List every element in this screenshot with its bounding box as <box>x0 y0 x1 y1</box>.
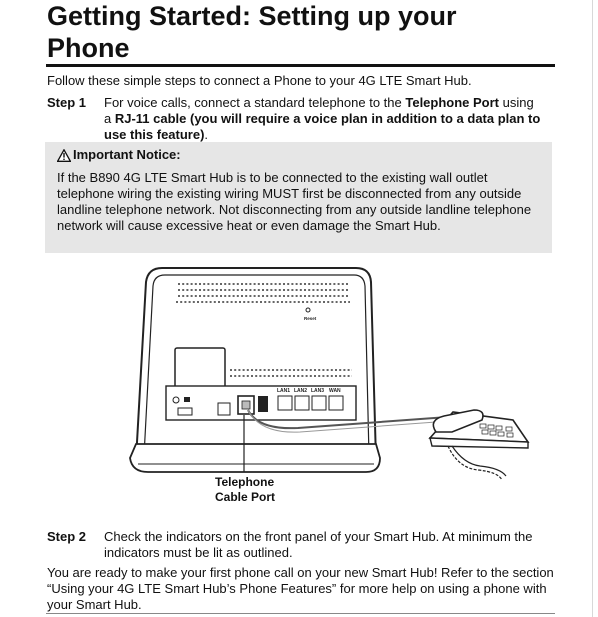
step-1-bold-port: Telephone Port <box>405 95 500 110</box>
page-title <box>47 0 567 64</box>
notice-title <box>57 147 181 163</box>
port-label-lan3: LAN3 <box>311 388 325 394</box>
hub-base <box>130 444 380 472</box>
step-2-text: Check the indicators on the front panel of your Smart Hub. At minimum the indicators must be lit as outlined. <box>104 529 533 560</box>
step-1-text <box>104 95 544 143</box>
step-2-label: Step 2 <box>47 529 87 544</box>
telephone-port-callout <box>215 475 275 505</box>
page-title-line1: Getting Started: Setting up your <box>47 1 457 31</box>
warning-triangle-icon <box>57 149 71 162</box>
usb-port <box>184 397 190 402</box>
port-label-lan2: LAN2 <box>294 388 308 394</box>
telephone-port-socket <box>242 401 250 409</box>
step-1-text-a: For voice calls, connect a standard telephone to the <box>104 95 406 110</box>
hub-body-outline <box>136 268 376 460</box>
step-1-bold-cable: RJ-11 cable (you will require a voice plan in addition to a data plan to use this feature) <box>104 111 541 142</box>
step-1-label: Step 1 <box>47 95 87 110</box>
step-1-text-b: using a <box>104 95 534 126</box>
callout-line1: Telephone <box>215 475 275 489</box>
usb-host-port <box>258 396 268 412</box>
telephone-icon <box>430 410 528 480</box>
notice-title-text: Important Notice: <box>73 147 181 162</box>
intro-text: Follow these simple steps to connect a Phone to your 4G LTE Smart Hub. <box>47 73 472 88</box>
smart-hub-illustration <box>118 260 530 510</box>
step-1-text-c: . <box>204 127 209 142</box>
callout-line2: Cable Port <box>215 490 276 504</box>
reset-label: Reset <box>304 316 317 321</box>
page-edge <box>592 0 598 617</box>
dc-jack <box>218 403 230 415</box>
important-notice-box <box>45 142 552 253</box>
port-label-wan: WAN <box>329 388 341 394</box>
title-divider <box>46 64 555 67</box>
bottom-divider <box>46 613 555 614</box>
notice-body: If the B890 4G LTE Smart Hub is to be connected to the existing wall outlet telephone wiring the existing wiring MUST first be disconnected from any outside landline telephone network. Not disconnecting from any outside landline telephone network will cause excessive heat or even damage the Smart Hub. <box>57 170 532 233</box>
port-label-lan1: LAN1 <box>277 388 291 394</box>
page-title-line2: Phone <box>47 33 130 63</box>
power-switch <box>178 408 192 415</box>
closing-text: You are ready to make your first phone call on your new Smart Hub! Refer to the section “Using your 4G LTE Smart Hub’s Phone Features” for more help on using a phone with your Smart Hub. <box>47 565 554 612</box>
